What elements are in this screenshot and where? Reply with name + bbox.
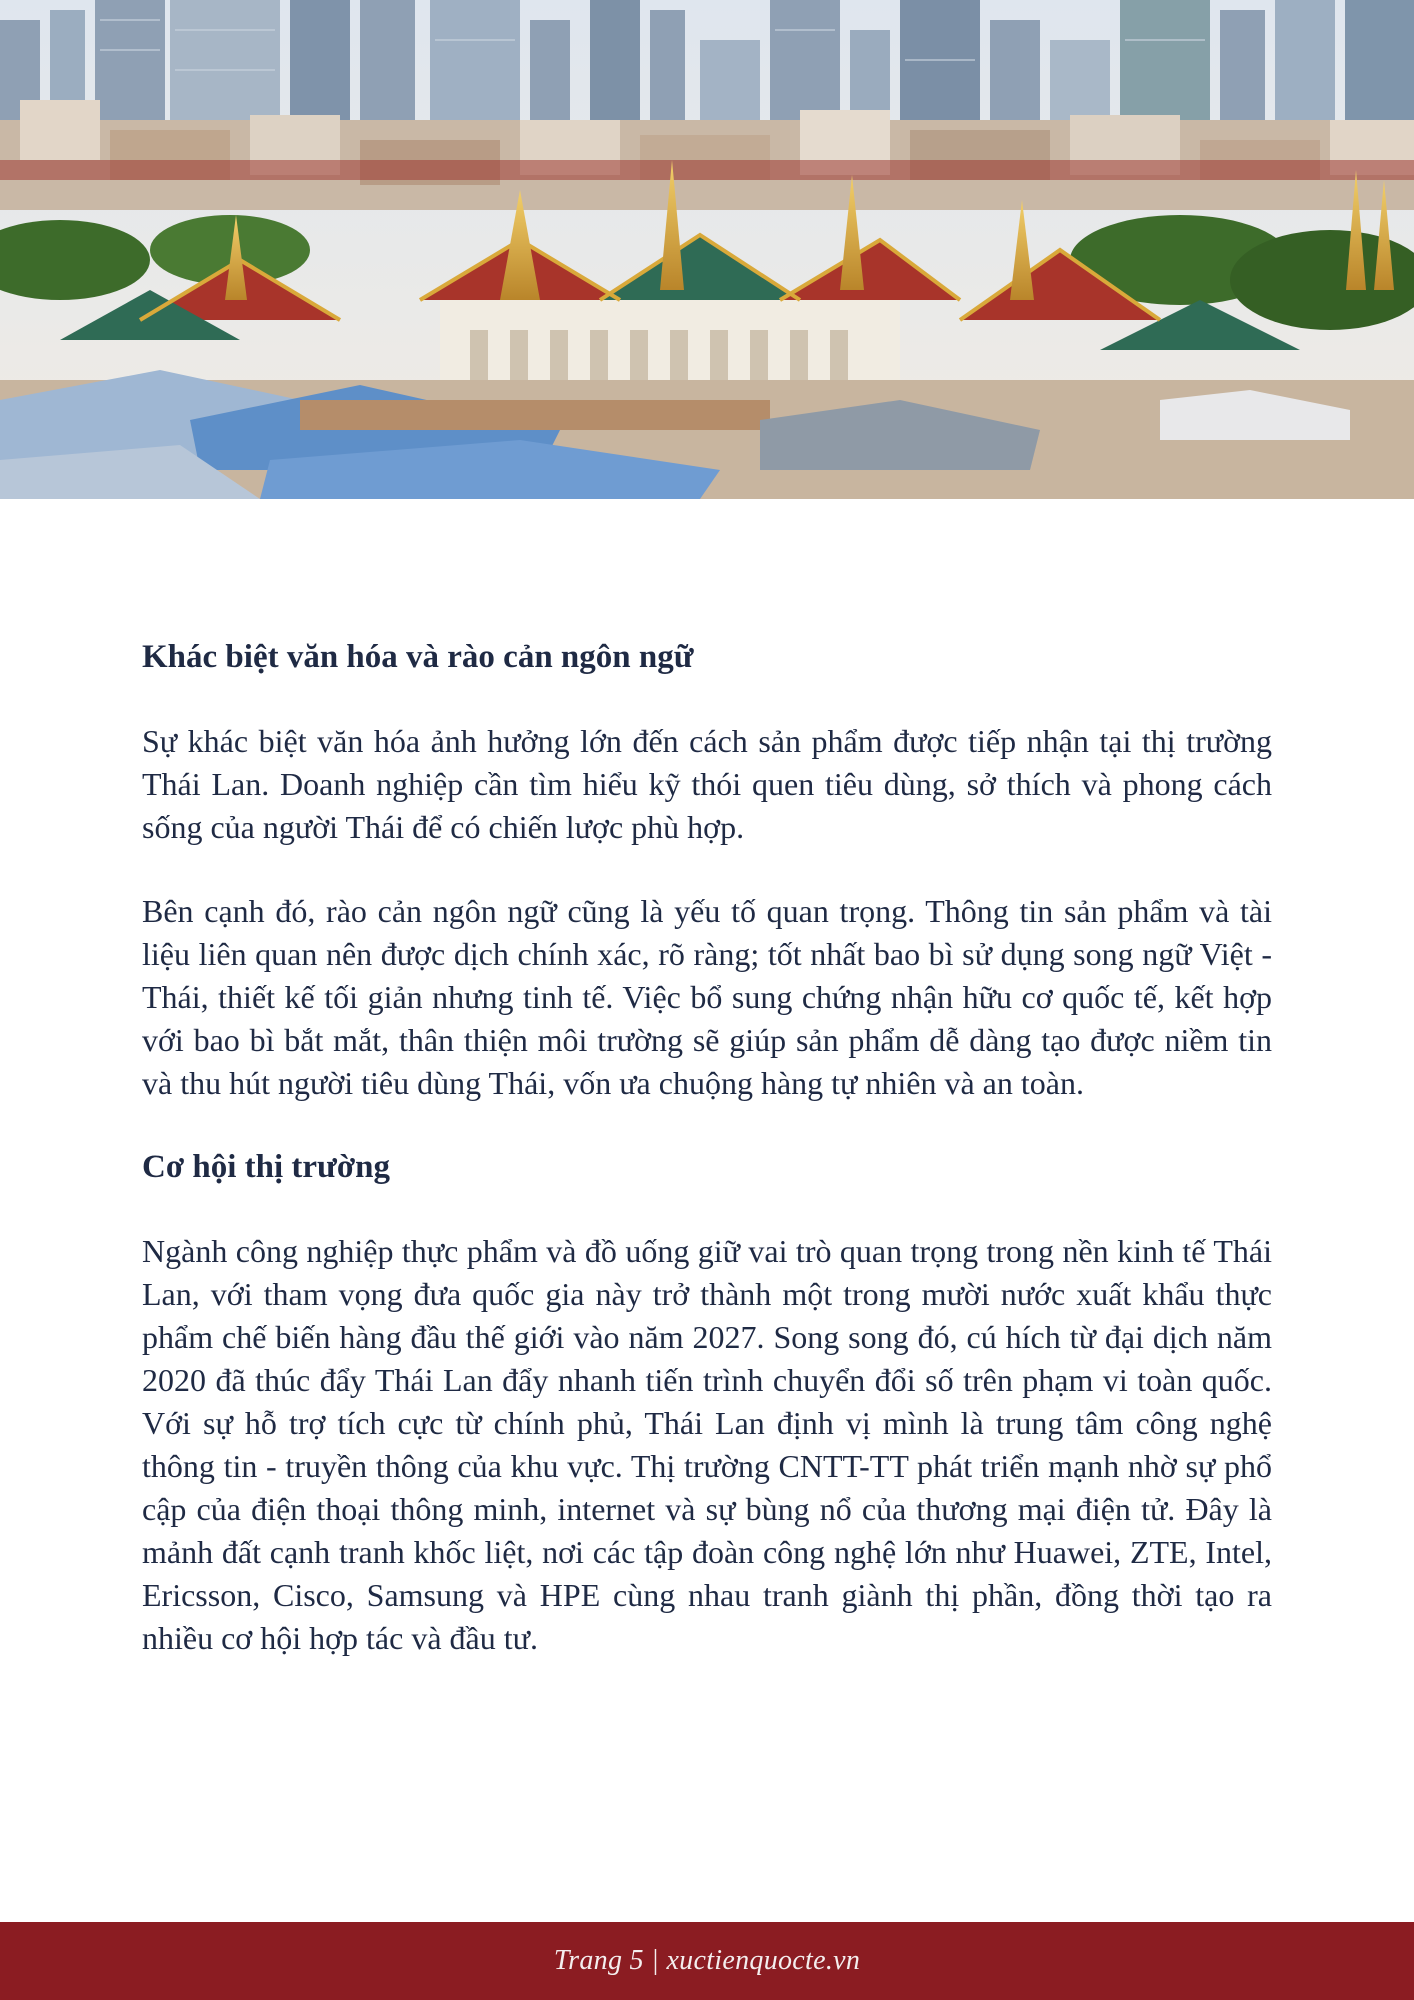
hero-photo	[0, 0, 1414, 499]
section-cultural-differences	[142, 636, 1272, 1105]
article-body	[142, 636, 1272, 1701]
bangkok-skyline-illustration	[0, 0, 1414, 499]
section-market-opportunity	[142, 1146, 1272, 1660]
paragraph: Bên cạnh đó, rào cản ngôn ngữ cũng là yếu tố quan trọng. Thông tin sản phẩm và tài liệu liên quan nên được dịch chính xác, rõ ràng; tốt nhất bao bì sử dụng song ngữ Việt - Thái, thiết kế tối giản nhưng tinh tế. Việc bổ sung chứng nhận hữu cơ quốc tế, kết hợp với bao bì bắt mắt, thân thiện môi trường sẽ giúp sản phẩm dễ dàng tạo được niềm tin và thu hút người tiêu dùng Thái, vốn ưa chuộng hàng tự nhiên và an toàn.	[142, 893, 1272, 1101]
section-heading: Cơ hội thị trường	[142, 1149, 390, 1185]
paragraph: Ngành công nghiệp thực phẩm và đồ uống giữ vai trò quan trọng trong nền kinh tế Thái Lan, với tham vọng đưa quốc gia này trở thành một trong mười nước xuất khẩu thực phẩm chế biến hàng đầu thế giới vào năm 2027. Song song đó, cú hích từ đại dịch năm 2020 đã thúc đẩy Thái Lan đẩy nhanh tiến trình chuyển đổi số trên phạm vi toàn quốc. Với sự hỗ trợ tích cực từ chính phủ, Thái Lan định vị mình là trung tâm công nghệ thông tin - truyền thông của khu vực. Thị trường CNTT-TT phát triển mạnh nhờ sự phổ cập của điện thoại thông minh, internet và sự bùng nổ của thương mại điện tử. Đây là mảnh đất cạnh tranh khốc liệt, nơi các tập đoàn công nghệ lớn như Huawei, ZTE, Intel, Ericsson, Cisco, Samsung và HPE cùng nhau tranh giành thị phần, đồng thời tạo ra nhiều cơ hội hợp tác và đầu tư.	[142, 1233, 1272, 1656]
paragraph: Sự khác biệt văn hóa ảnh hưởng lớn đến cách sản phẩm được tiếp nhận tại thị trường Thái Lan. Doanh nghiệp cần tìm hiểu kỹ thói quen tiêu dùng, sở thích và phong cách sống của người Thái để có chiến lược phù hợp.	[142, 723, 1272, 845]
footer-page-label: Trang 5 | xuctienquocte.vn	[553, 1945, 861, 1976]
page-footer	[0, 1922, 1414, 2000]
foreground-roofs	[0, 370, 1414, 499]
section-heading: Khác biệt văn hóa và rào cản ngôn ngữ	[142, 639, 694, 675]
